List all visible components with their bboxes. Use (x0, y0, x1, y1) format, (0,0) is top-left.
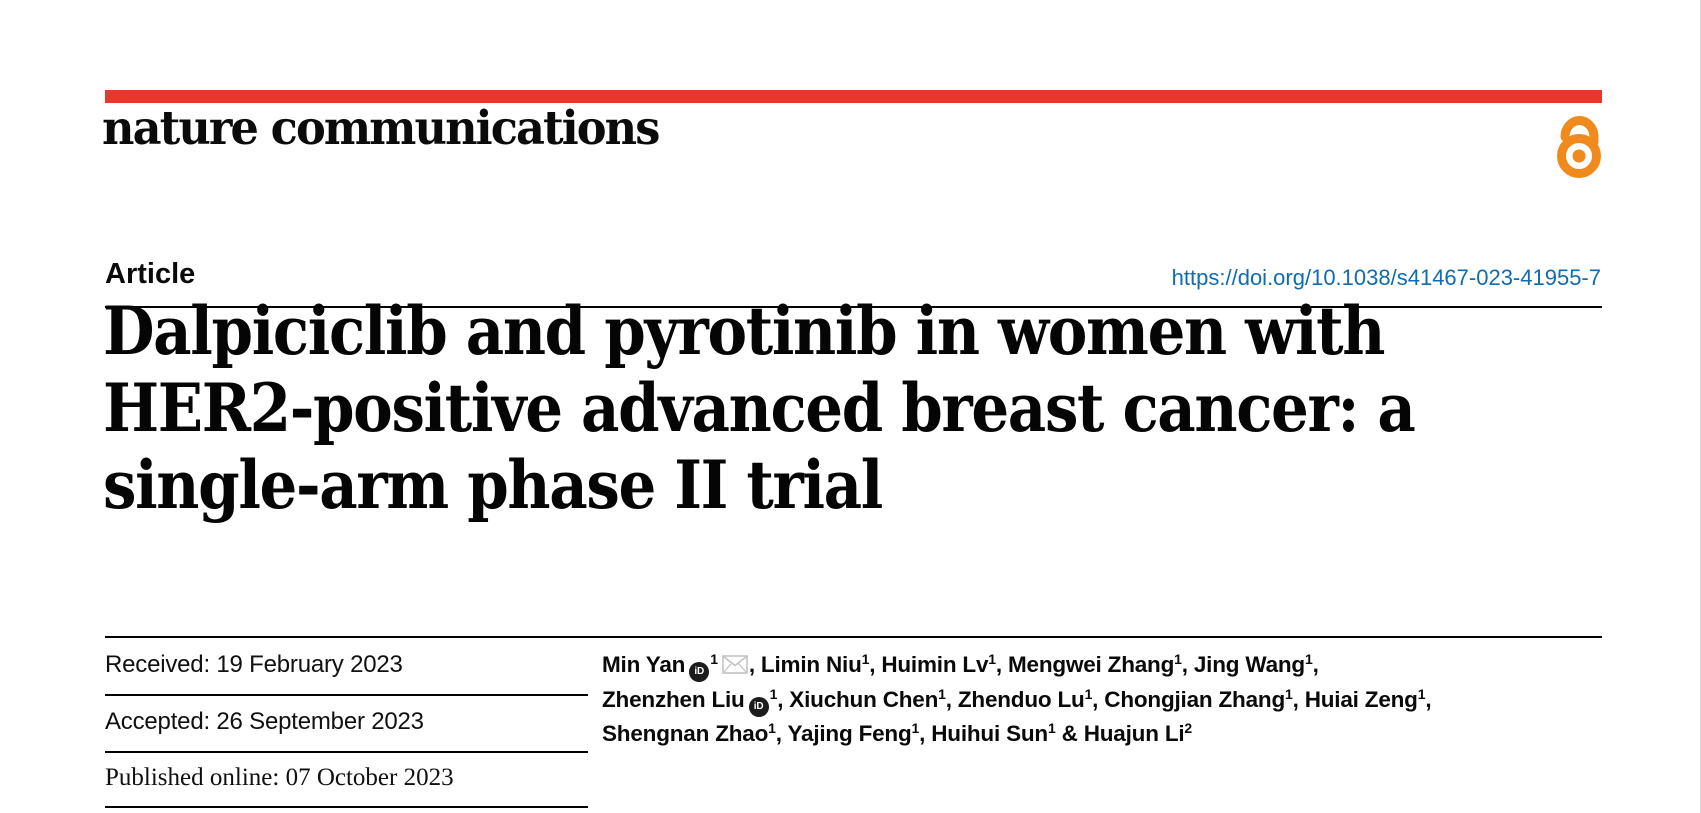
published-value: 07 October 2023 (285, 764, 454, 791)
author-name: Limin Niu (760, 652, 862, 677)
affiliation-superscript: 1 (768, 720, 776, 736)
author-name: Zhenduo Lu (957, 686, 1085, 712)
mail-icon[interactable] (722, 650, 748, 685)
author-name: Huihui Sun (931, 721, 1048, 746)
date-divider (105, 806, 588, 808)
affiliation-superscript: 1 (1047, 720, 1056, 736)
orcid-icon[interactable]: iD (749, 697, 769, 717)
affiliation-superscript: 1 (938, 685, 946, 702)
affiliation-superscript: 1 (769, 685, 778, 702)
author-name: Xiuchun Chen (789, 686, 939, 712)
date-divider (105, 751, 588, 753)
affiliation-superscript: 1 (1174, 651, 1182, 667)
date-divider (105, 694, 588, 696)
journal-logo: nature communications (102, 101, 659, 156)
accepted-value: 26 September 2023 (216, 708, 424, 735)
received-label: Received: (105, 651, 210, 678)
author-name: Huiai Zeng (1304, 686, 1418, 712)
affiliation-superscript: 1 (911, 720, 920, 736)
author-line: Min Yan $iD^1$ , Limin Niu$^1$, Huimin Lv$^1$, Mengwei Zhang$^1$, Jing Wang$^1$, (602, 648, 1502, 683)
affiliation-superscript: 1 (988, 651, 996, 667)
author-name: Mengwei Zhang (1008, 652, 1175, 677)
affiliation-superscript: 1 (861, 651, 870, 667)
received-value: 19 February 2023 (216, 651, 403, 678)
affiliation-superscript: 1 (710, 651, 718, 667)
open-access-icon (1556, 111, 1602, 184)
accepted-date (105, 708, 424, 736)
author-line: Shengnan Zhao$^1$, Yajing Feng$^1$, Huihui Sun$^1$ & Huajun Li$^2$ (602, 720, 1193, 746)
affiliation-superscript: 1 (1417, 685, 1426, 702)
author-name: Min Yan (602, 652, 686, 677)
author-name: Chongjian Zhang (1104, 686, 1286, 712)
published-label: Published online: (105, 764, 280, 791)
author-name: Jing Wang (1193, 652, 1305, 677)
doi-link[interactable]: https://doi.org/10.1038/s41467-023-41955-7 (1171, 265, 1601, 290)
article-title-line: HER2-positive advanced breast cancer: a (103, 369, 1415, 447)
affiliation-superscript: 2 (1184, 720, 1193, 736)
info-top-rule (105, 636, 1602, 638)
author-name: Yajing Feng (787, 721, 912, 746)
affiliation-superscript: 1 (1304, 651, 1313, 667)
author-name: Huimin Lv (881, 652, 989, 677)
affiliation-superscript: 1 (1285, 685, 1293, 702)
author-list (602, 648, 1502, 752)
author-name: Zhenzhen Liu (602, 686, 745, 712)
received-date (105, 651, 403, 679)
author-line: Zhenzhen Liu $iD^1$, Xiuchun Chen$^1$, Zhenduo Lu$^1$, Chongjian Zhang$^1$, Huiai Zeng$^1$, (602, 683, 1502, 718)
published-online-date (105, 764, 454, 792)
article-title-line: single-arm phase II trial (103, 446, 883, 524)
orcid-icon[interactable]: iD (689, 662, 709, 682)
accepted-label: Accepted: (105, 708, 210, 735)
affiliation-superscript: 1 (1084, 685, 1093, 702)
author-name: Shengnan Zhao (602, 721, 769, 746)
article-title-line: Dalpiciclib and pyrotinib in women with (103, 292, 1385, 370)
article-type-label: Article (105, 258, 196, 290)
author-name: Huajun Li (1083, 721, 1185, 746)
article-title (103, 293, 1603, 524)
